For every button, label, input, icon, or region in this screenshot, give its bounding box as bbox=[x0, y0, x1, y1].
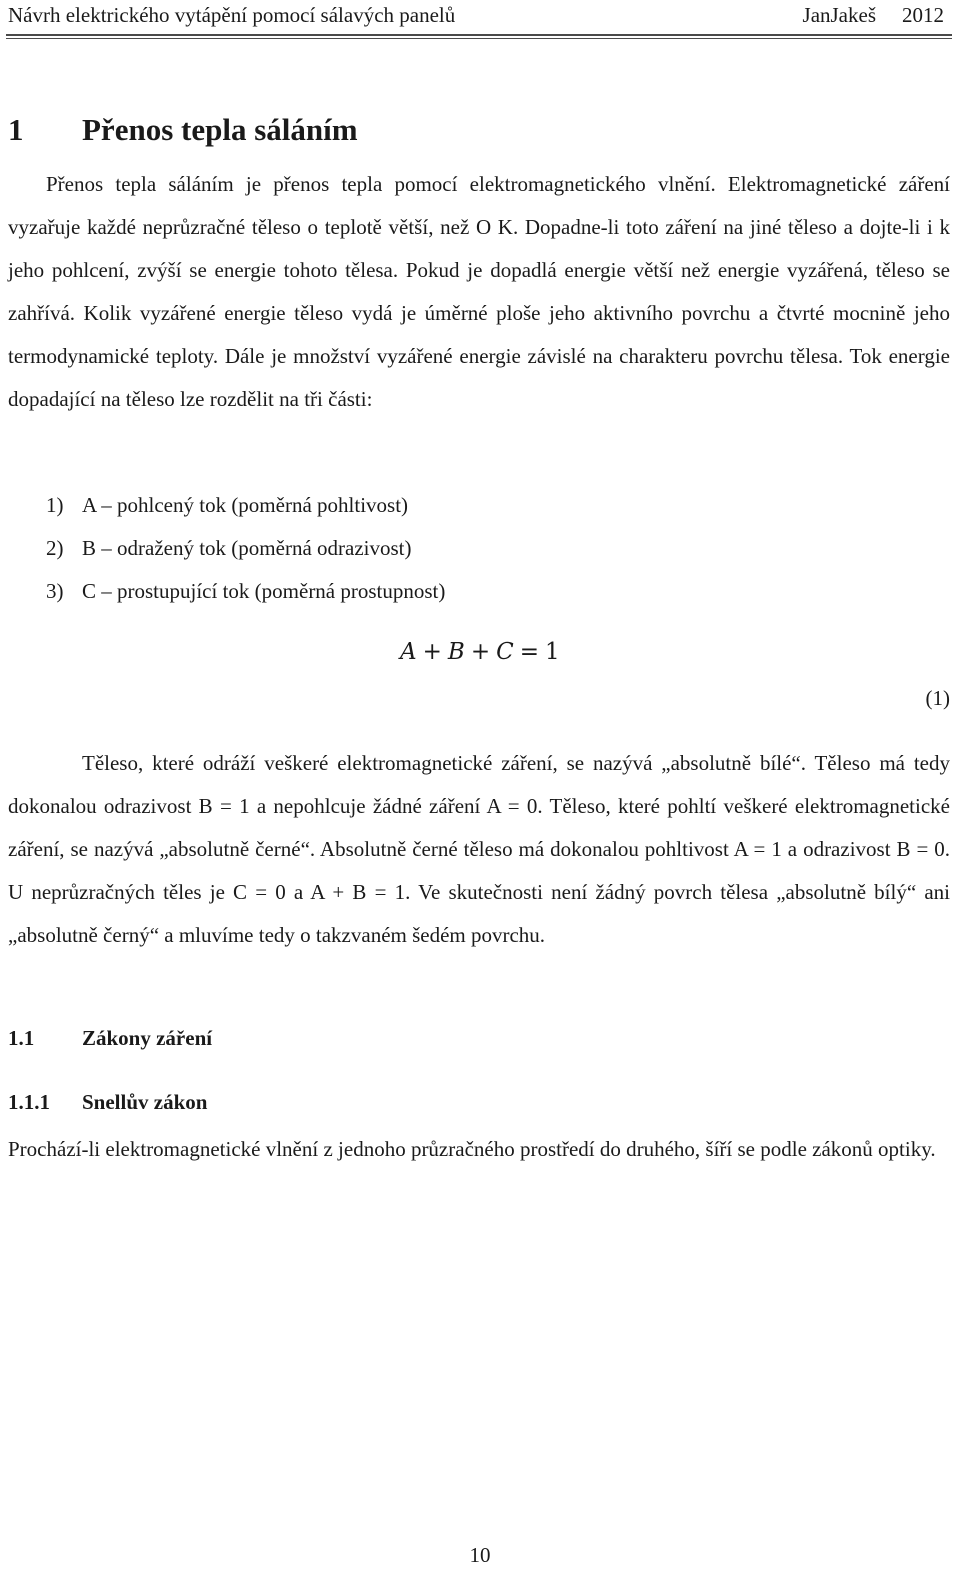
section-heading bbox=[8, 112, 358, 148]
subsubsection-title: Snellův zákon bbox=[82, 1090, 208, 1114]
paragraph-intro: Přenos tepla sáláním je přenos tepla pomocí elektromagnetického vlnění. Elektromagnetické záření vyzařuje každé neprůzračné těleso o teplotě větší, než O K. Dopadne-li toto záření na jiné těleso a dojte-li i k jeho pohlcení, zvýší se energie tohoto tělesa. Pokud je dopadlá energie větší než energie vyzářená, těleso se zahřívá. Kolik vyzářené energie těleso vydá je úměrné ploše jeho aktivního povrchu a čtvrté mocnině jeho termodynamické teploty. Dále je množství vyzářené energie závislé na charakteru povrchu tělesa. Tok energie dopadající na těleso lze rozdělit na tři části: bbox=[8, 172, 950, 411]
list-item bbox=[46, 484, 445, 527]
running-header bbox=[8, 2, 944, 32]
subsection-title: Zákony záření bbox=[82, 1026, 213, 1050]
equation-number: (1) bbox=[925, 686, 950, 710]
header-year: 2012 bbox=[902, 3, 944, 27]
equation bbox=[400, 639, 560, 665]
list-text: B – odražený tok (poměrná odrazivost) bbox=[82, 536, 412, 560]
header-author: JanJakeš bbox=[802, 3, 876, 27]
header-author-year bbox=[803, 2, 944, 28]
equation-term-b: B bbox=[447, 639, 465, 665]
header-rule-thin bbox=[6, 38, 952, 39]
equation-term-a: A bbox=[400, 639, 417, 665]
list-marker: 1) bbox=[46, 493, 64, 517]
paragraph-snell: Prochází-li elektromagnetické vlnění z jednoho průzračného prostředí do druhého, šíří se podle zákonů optiky. bbox=[8, 1137, 936, 1161]
list-item bbox=[46, 570, 445, 613]
subsection-number: 1.1 bbox=[8, 1026, 35, 1050]
equation-equals: = bbox=[519, 639, 539, 665]
header-title: Návrh elektrického vytápění pomocí sálavých panelů bbox=[8, 3, 456, 27]
section-number: 1 bbox=[8, 112, 24, 147]
equation-one: 1 bbox=[544, 639, 560, 665]
list-item bbox=[46, 527, 445, 570]
list-marker: 3) bbox=[46, 579, 64, 603]
list-text: A – pohlcený tok (poměrná pohltivost) bbox=[82, 493, 409, 517]
subsection-heading bbox=[8, 1026, 212, 1051]
subsubsection-heading bbox=[8, 1090, 207, 1115]
equation-plus: + bbox=[422, 639, 442, 665]
header-rule bbox=[6, 34, 952, 36]
list-marker: 2) bbox=[46, 536, 64, 560]
subsubsection-number: 1.1.1 bbox=[8, 1090, 50, 1114]
page-number: 10 bbox=[469, 1543, 491, 1567]
paragraph-black-white-body: Těleso, které odráží veškeré elektromagnetické záření, se nazývá „absolutně bílé“. Těleso má tedy dokonalou odrazivost B = 1 a nepohlcuje žádné záření A = 0. Těleso, které pohltí veškeré elektromagnetické záření, se nazývá „absolutně černé“. Absolutně černé těleso má dokonalou pohltivost A = 1 a odrazivost B = 0. U neprůzračných těles je C = 0 a A + B = 1. Ve skutečnosti není žádný povrch tělesa „absolutně bílý“ ani „absolutně černý“ a mluvíme tedy o takzvaném šedém povrchu. bbox=[8, 751, 950, 947]
section-title: Přenos tepla sáláním bbox=[82, 112, 358, 147]
equation-plus: + bbox=[470, 639, 491, 665]
flux-list bbox=[46, 484, 445, 613]
list-text: C – prostupující tok (poměrná prostupnost) bbox=[82, 579, 446, 603]
equation-term-c: C bbox=[496, 639, 514, 665]
